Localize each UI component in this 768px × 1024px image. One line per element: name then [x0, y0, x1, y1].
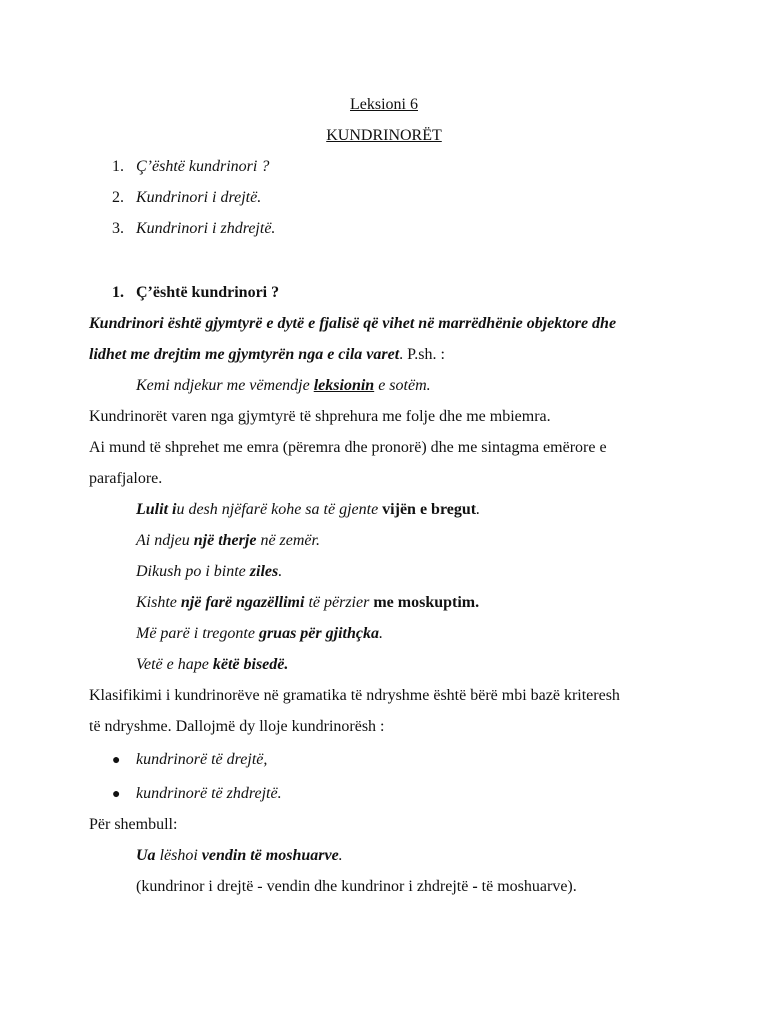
list-item: ● kundrinorë të zhdrejtë.	[112, 784, 282, 805]
paragraph: Ai mund të shprehet me emra (përemra dhe pronorë) dhe me sintagma emërore e	[89, 439, 607, 456]
list-item: ● kundrinorë të drejtë,	[112, 750, 267, 771]
example-sentence: Vetë e hape këtë bisedë.	[136, 656, 289, 673]
section-heading: 1. Ç’është kundrinori ?	[112, 284, 280, 301]
definition-line-2: lidhet me drejtim me gjymtyrën nga e cila varet. P.sh. :	[89, 346, 445, 363]
example-sentence: Kishte një farë ngazëllimi të përzier me moskuptim.	[136, 594, 480, 611]
example-note: (kundrinor i drejtë - vendin dhe kundrinor i zhdrejtë - të moshuarve).	[136, 878, 577, 895]
paragraph: Klasifikimi i kundrinorëve në gramatika të ndryshme është bërë mbi bazë kriteresh	[89, 687, 620, 704]
toc-item: 3. Kundrinori i zhdrejtë.	[112, 220, 276, 237]
example-sentence: Dikush po i binte ziles.	[136, 563, 283, 580]
definition-line-1: Kundrinori është gjymtyrë e dytë e fjalisë që vihet në marrëdhënie objektore dhe	[89, 315, 617, 332]
example-sentence: Kemi ndjekur me vëmendje leksionin e sotëm.	[136, 377, 431, 394]
bullet-icon: ●	[112, 753, 121, 768]
paragraph: Për shembull:	[89, 816, 178, 833]
toc-item: 1. Ç’është kundrinori ?	[112, 158, 270, 175]
lesson-title: Leksioni 6	[350, 96, 418, 113]
paragraph: të ndryshme. Dallojmë dy lloje kundrinorësh :	[89, 718, 385, 735]
bullet-icon: ●	[112, 787, 121, 802]
example-sentence: Ai ndjeu një therje në zemër.	[136, 532, 320, 549]
example-sentence: Më parë i tregonte gruas për gjithçka.	[136, 625, 383, 642]
lesson-subtitle: KUNDRINORËT	[326, 127, 442, 144]
toc-item: 2. Kundrinori i drejtë.	[112, 189, 262, 206]
example-sentence: Lulit iu desh njëfarë kohe sa të gjente vijën e bregut.	[136, 501, 481, 518]
example-sentence: Ua lëshoi vendin të moshuarve.	[136, 847, 343, 864]
paragraph: Kundrinorët varen nga gjymtyrë të shprehura me folje dhe me mbiemra.	[89, 408, 551, 425]
paragraph: parafjalore.	[89, 470, 163, 487]
